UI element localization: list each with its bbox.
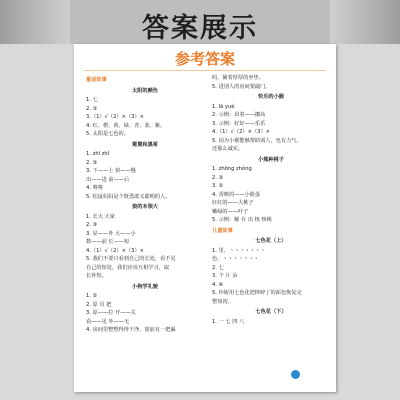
answer-line: 吗，铺着厚厚的坐垫。 [212,75,264,81]
title-divider [84,70,326,71]
answer-line: 3.（1）√（2）×（3）× [86,114,144,120]
banner-title: 答案展示 [142,13,258,44]
answer-line: 2. 七 [212,264,224,271]
answer-line: 4.（1）√（2）×（3）× [212,129,270,135]
page-number-badge [291,370,300,379]
banner [0,0,400,44]
answer-line: 2. 示例：昂着——挪高 [212,112,266,118]
answer-line: 数——前 长——短 [86,239,130,245]
story-title: 七色花（下） [255,309,287,315]
right-column [212,74,330,326]
answer-line: 5. 进别人的房间要敲门。 [212,83,271,90]
answer-line: 红红的——大桃子 [212,200,254,206]
answer-line: 3. 显——外 大——小 [86,230,136,237]
answer-line: 自己的短处，我们应该互相学习，取 [86,264,170,271]
section-heading: 儿童故事 [212,227,233,234]
answer-line: 长补短。 [86,273,107,279]
answer-line: 5. 珍妮用七色花把摔碎了的面包恢复完 [212,290,302,296]
answer-line: 整如初。 [212,298,233,305]
answer-line: 3. 下——上 快——慢 [86,168,136,174]
answer-page [74,44,336,392]
answer-line: 色、ヽヽヽヽヽヽヽ [212,256,259,262]
answer-line: 4. 香喷的——小脸蛋 [212,191,261,198]
answer-line: 2. 原 贝 把 [86,301,112,308]
answer-line: 1. lā yuè [212,103,235,110]
story-title: 狼的本领大 [132,204,158,210]
section-heading: 童话故事 [86,77,107,83]
answer-line: 看——见 外——无 [86,318,130,325]
answer-line: 1. 七 [86,97,98,103]
answer-line: 3. 示例：好好——乐乐 [212,120,266,127]
answer-line: 还那么诚实。 [212,146,244,152]
answer-line: 5. 松鼠妈妈是个既勇敢又聪明的人。 [86,193,171,200]
answer-line: 5. 因为小猴能够帮助别人，也有力气， [212,137,302,144]
story-title: 七色花（上） [255,238,287,244]
story-title: 快乐的小猴 [258,94,284,100]
page-title: 参考答案 [174,50,235,68]
story-title: 小熊种桃子 [258,156,284,163]
answer-line: 1. 里、ヽヽヽヽヽヽヽ [212,247,266,254]
answer-line: 4. 房间里整整得得干净，窗前有一把漏 [86,327,176,333]
answer-line: 5. 示例：解 在 出 核 核桃 [212,217,272,223]
answer-line: 2. ③ [86,105,98,112]
answer-line: 1. 长大 大家 [86,213,115,220]
story-title: 太阳的颜色 [132,87,158,94]
answer-line: 4. 红、橙、黄、绿、青、蓝、紫。 [86,122,166,129]
answer-line: 1. zhōng zhòng [212,166,252,172]
answer-line: 1. zhī zhǐ [86,151,110,157]
answer-line: 1. 一 七 四 八 [212,318,245,325]
answer-line: 4. ④ [212,281,224,288]
answer-line: 4.（1）√（2）×（3）× [86,247,144,254]
answer-line: 嫩绿的——叶子 [212,208,249,215]
answer-line: 4. 咯咯 [86,185,103,191]
answer-line: 5. 太阳是七色的。 [86,131,129,137]
answer-line: 3. ② [212,183,224,189]
left-column [86,74,204,335]
answer-line: 3. 个 片 朵 [212,273,238,279]
story-title: 舅舅和黑哥 [132,141,158,148]
story-title: 小狗学礼貌 [132,283,158,290]
answer-line: 出——进 前——后 [86,176,130,183]
answer-line: 1. ② [86,293,98,299]
answer-line: 2. ③ [86,159,98,166]
answer-line: 3. 原——拉 开——关 [86,310,136,316]
answer-line: 2. ③ [86,222,98,228]
answer-line: 5. 我们不要只看到自己的长处，看不见 [86,256,176,262]
answer-line: 2. ③ [212,174,224,181]
